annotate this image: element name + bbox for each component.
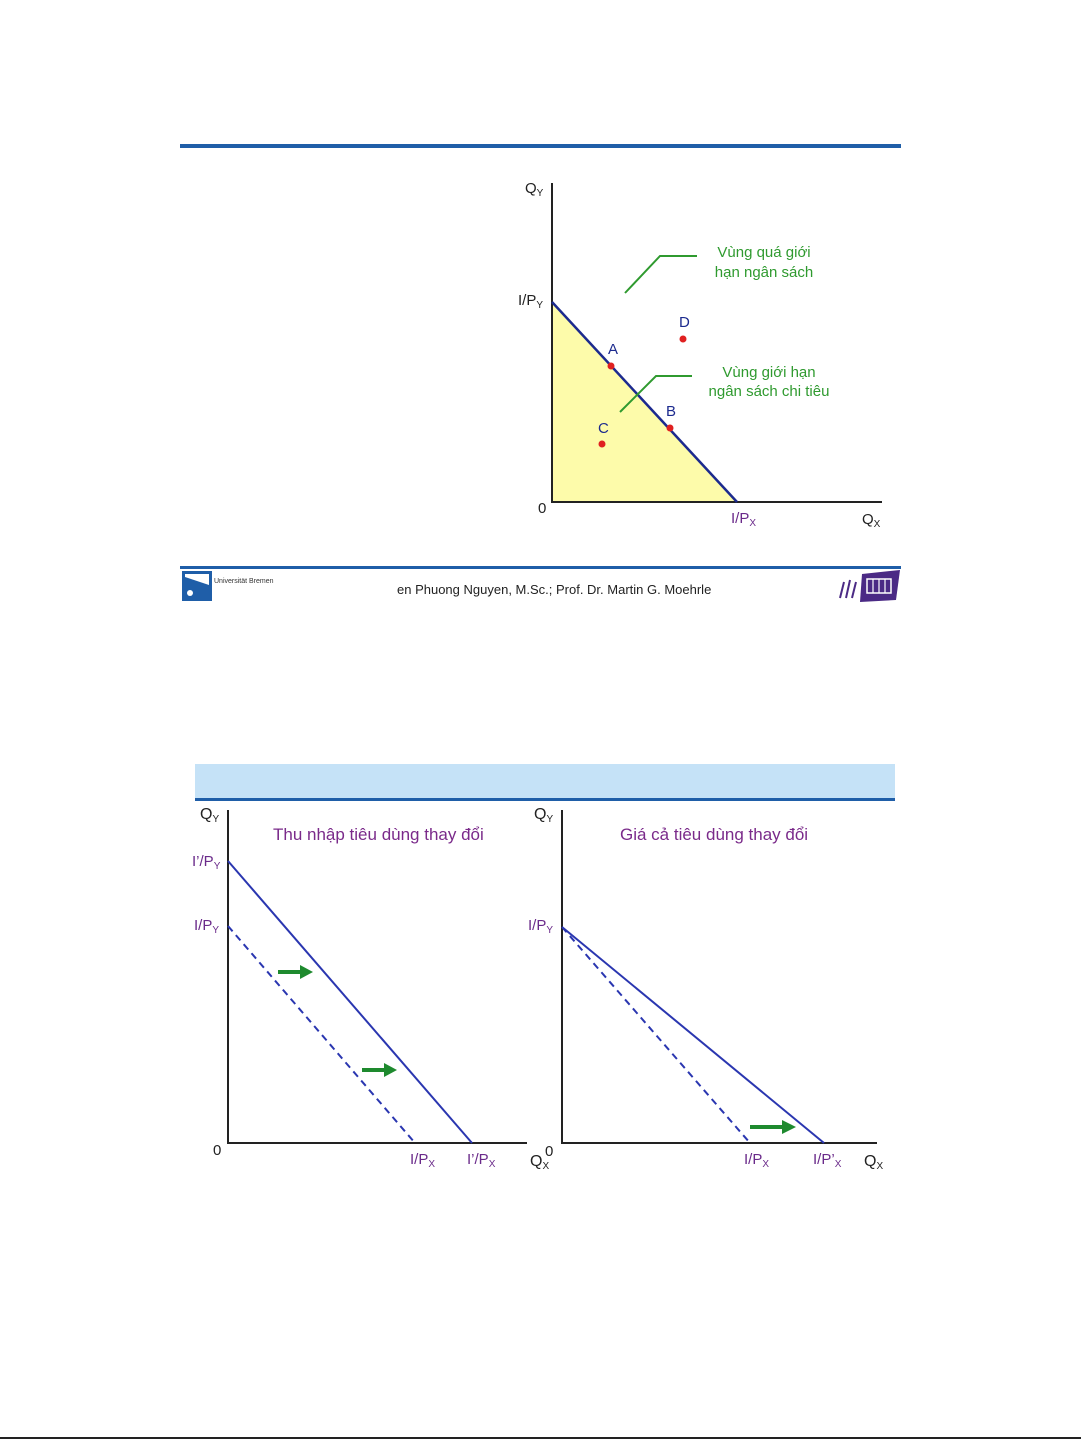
right-x-axis-label: QX [864,1153,884,1172]
point-d [680,336,687,343]
left-arrow-upper [278,965,313,979]
right-chart-title: Giá cả tiêu dùng thay đổi [620,825,809,844]
university-logo-icon [182,571,212,601]
point-c-label: C [598,420,609,437]
faculty-logo-icon [838,570,900,602]
budget-shift-diagrams [0,800,1081,1200]
leader-over-budget [625,256,697,293]
right-origin-label: 0 [545,1143,554,1160]
right-new-budget-line [562,927,824,1143]
y-intercept-label: $I/P_Y$ [518,292,544,311]
point-a-label: A [608,341,619,358]
slide2-header-band [195,764,895,798]
point-c [599,441,606,448]
left-origin-label: 0 [213,1142,222,1159]
point-a [608,363,615,370]
point-d-label: D [679,314,690,331]
right-old-budget-line [562,927,750,1143]
left-x-old-label: $I/P_X$ [410,1151,436,1170]
over-budget-label-line2: hạn ngân sách [714,264,814,281]
within-budget-label-line1: Vùng giới hạn [722,364,816,381]
left-y-new-label: $I’/P_Y$ [192,853,221,872]
budget-constraint-diagram [0,0,1081,560]
footer-author: en Phuong Nguyen, M.Sc.; Prof. Dr. Martin G. Moehrle [397,582,712,597]
left-chart-title: Thu nhập tiêu dùng thay đổi [273,825,484,844]
page-bottom-border [0,1437,1081,1439]
origin-label: 0 [538,500,547,517]
point-b [667,425,674,432]
right-arrow [750,1120,796,1134]
left-arrow-lower [362,1063,397,1077]
right-y-intercept-label: $I/P_Y$ [528,917,554,936]
university-name: Universität Bremen [214,578,274,585]
left-new-budget-line [228,861,472,1143]
left-y-old-label: $I/P_Y$ [194,917,220,936]
within-budget-label-line2: ngân sách chi tiêu [708,383,830,400]
point-b-label: B [666,403,677,420]
left-x-new-label: $I’/P_X$ [467,1151,496,1170]
x-axis-label: $Q_X$ [862,511,881,530]
left-old-budget-line [228,926,415,1143]
footer-rule [180,566,901,569]
price-change-chart [528,806,883,1172]
x-intercept-label: $I/P_X$ [731,510,757,529]
income-change-chart [192,806,549,1172]
right-x-new-label: $I/P’_X$ [813,1151,842,1170]
right-x-old-label: $I/P_X$ [744,1151,770,1170]
left-y-axis-label: QY [200,806,220,825]
left-x-axis-label: QX [530,1153,550,1172]
y-axis-label: $Q_Y$ [525,180,544,199]
over-budget-label-line1: Vùng quá giới [717,244,811,261]
right-y-axis-label: QY [534,806,554,825]
